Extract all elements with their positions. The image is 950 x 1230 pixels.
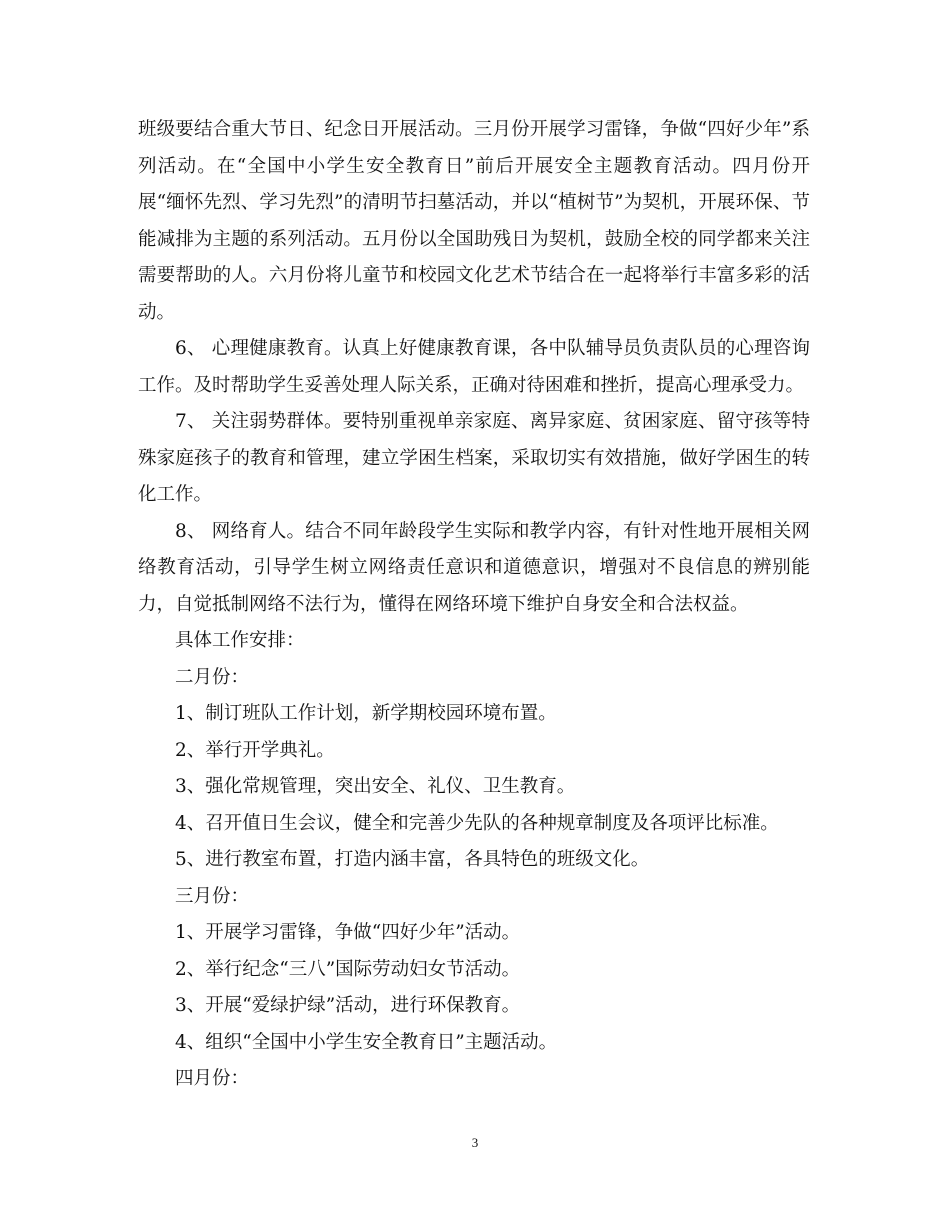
- list-item: 3、开展“爱绿护绿”活动，进行环保教育。: [175, 995, 521, 1016]
- section-heading-schedule: 具体工作安排：: [175, 630, 305, 651]
- list-item: 1、开展学习雷锋，争做“四好少年”活动。: [175, 922, 521, 943]
- list-item: 5、进行教室布置，打造内涵丰富，各具特色的班级文化。: [175, 849, 650, 870]
- paragraph-item-7: 7、 关注弱势群体。要特别重视单亲家庭、离异家庭、贫困家庭、留守孩等特殊家庭孩子的教育和管理，建立学困生档案，采取切实有效措施，做好学困生的转化工作。: [138, 411, 810, 505]
- month-heading-february: 二月份：: [175, 666, 250, 688]
- list-item: 1、制订班队工作计划，新学期校园环境布置。: [175, 703, 557, 724]
- paragraph-item-6: 6、 心理健康教育。认真上好健康教育课，各中队辅导员负责队员的心理咨询工作。及时帮助学生妥善处理人际关系，正确对待困难和挫折，提高心理承受力。: [138, 338, 810, 396]
- paragraph-activities-intro: 班级要结合重大节日、纪念日开展活动。三月份开展学习雷锋，争做“四好少年”系列活动。在“全国中小学生安全教育日”前后开展安全主题教育活动。四月份开展“缅怀先烈、学习先烈”的清明节扫墓活动，并以“植树节”为契机，开展环保、节能减排为主题的系列活动。五月份以全国助残日为契机，鼓励全校的同学都来关注需要帮助的人。六月份将儿童节和校园文化艺术节结合在一起将举行丰富多彩的活动。: [138, 119, 810, 323]
- document-body: [138, 112, 810, 1098]
- list-item: 4、召开值日生会议，健全和完善少先队的各种规章制度及各项评比标准。: [175, 812, 779, 834]
- month-heading-april: 四月份：: [175, 1068, 250, 1089]
- page-number: 3: [471, 1135, 479, 1150]
- paragraph-item-8: 8、 网络育人。结合不同年龄段学生实际和教学内容，有针对性地开展相关网络教育活动，引导学生树立网络责任意识和道德意识，增强对不良信息的辨别能力，自觉抵制网络不法行为，懂得在网络环境下维护自身安全和合法权益。: [138, 520, 810, 615]
- list-item: 3、强化常规管理，突出安全、礼仪、卫生教育。: [175, 776, 576, 797]
- list-item: 2、举行纪念“三八”国际劳动妇女节活动。: [175, 958, 521, 980]
- list-item: 2、举行开学典礼。: [175, 739, 335, 761]
- list-item: 4、组织“全国中小学生安全教育日”主题活动。: [175, 1031, 558, 1053]
- month-heading-march: 三月份：: [175, 885, 250, 907]
